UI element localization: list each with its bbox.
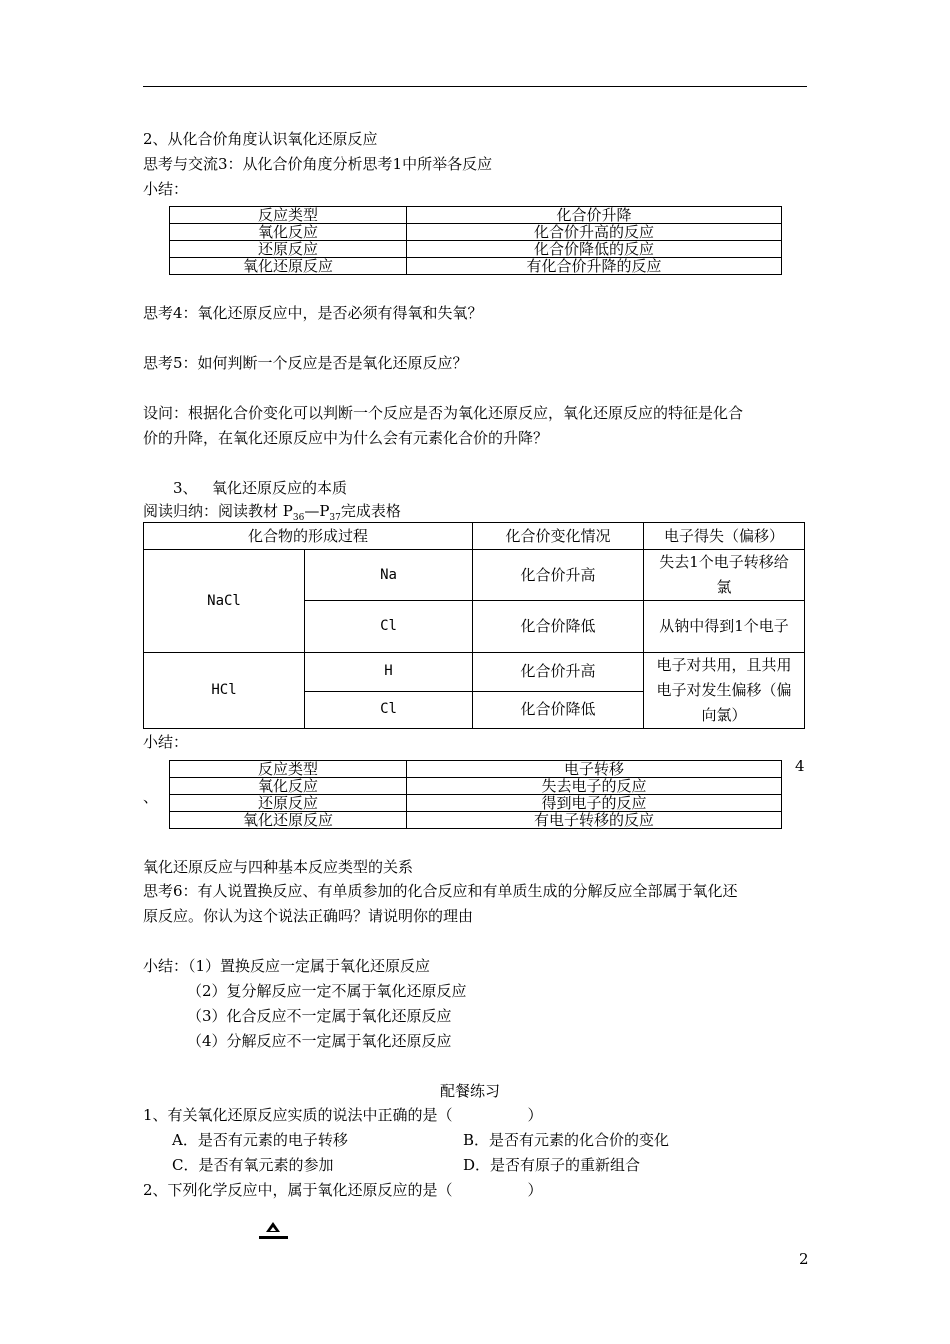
table-cell: 电子对共用，且共用电子对发生偏移（偏向氯）: [644, 653, 805, 729]
electron-summary-table: [169, 760, 782, 829]
table-cell: 化合价降低的反应: [407, 241, 782, 258]
question-1-option-c: C．是否有氧元素的参加: [172, 1156, 334, 1174]
table-cell: 失去电子的反应: [407, 778, 782, 795]
table-row: [144, 550, 805, 601]
table-row: [170, 224, 782, 241]
table-row: [170, 241, 782, 258]
think-4: 思考4：氧化还原反应中，是否必须有得氧和失氧？: [143, 304, 483, 322]
heating-bar-icon: [259, 1236, 288, 1239]
table-cell: 有化合价升降的反应: [407, 258, 782, 275]
question-1-option-a: A．是否有元素的电子转移: [172, 1131, 348, 1149]
table-header-cell: 反应类型: [170, 207, 407, 224]
table-cell: HCl: [144, 653, 305, 729]
think-5: 思考5：如何判断一个反应是否是氧化还原反应？: [143, 354, 468, 372]
table-header-cell: 反应类型: [170, 761, 407, 778]
table-cell: H: [305, 653, 473, 692]
relation-heading: 氧化还原反应与四种基本反应类型的关系: [143, 858, 414, 876]
table-row: [170, 778, 782, 795]
table-row: [170, 761, 782, 778]
table-header-cell: 电子转移: [407, 761, 782, 778]
table-row: [170, 258, 782, 275]
summary-item: （4）分解反应不一定属于氧化还原反应: [187, 1032, 452, 1050]
think-6-line-2: 原反应。你认为这个说法正确吗？请说明你的理由: [143, 907, 474, 925]
side-mark: 、: [143, 788, 159, 806]
question-2: 2、下列化学反应中，属于氧化还原反应的是（ ）: [143, 1181, 543, 1199]
header-rule: [143, 86, 807, 87]
table-row: [170, 795, 782, 812]
table-header-cell: 化合价变化情况: [473, 523, 644, 550]
summary-label-2: 小结：: [143, 733, 189, 751]
table-cell: 氧化还原反应: [170, 812, 407, 829]
question-line-2: 价的升降，在氧化还原反应中为什么会有元素化合价的升降？: [143, 429, 549, 447]
table-cell: Cl: [305, 601, 473, 653]
table-cell: NaCl: [144, 550, 305, 653]
section-3-number: 3、: [173, 479, 198, 497]
table-header-cell: 化合物的形成过程: [144, 523, 473, 550]
think-6-line-1: 思考6：有人说置换反应、有单质参加的化合反应和有单质生成的分解反应全部属于氧化还: [143, 882, 738, 900]
table-header-cell: 化合价升降: [407, 207, 782, 224]
question-1-option-d: D．是否有原子的重新组合: [463, 1156, 641, 1174]
table-cell: 从钠中得到1个电子: [644, 601, 805, 653]
table-row: [144, 523, 805, 550]
heating-triangle-icon-inner: [270, 1227, 276, 1231]
table-cell: Cl: [305, 691, 473, 729]
table-row: [144, 653, 805, 692]
question-line-1: 设问：根据化合价变化可以判断一个反应是否为氧化还原反应，氧化还原反应的特征是化合: [143, 404, 744, 422]
table-cell: 化合价升高: [473, 653, 644, 692]
table-cell: 氧化反应: [170, 224, 407, 241]
table-cell: 化合价降低: [473, 691, 644, 729]
table-cell: 还原反应: [170, 795, 407, 812]
table-cell: 氧化还原反应: [170, 258, 407, 275]
table-row: [170, 207, 782, 224]
summary-item: 小结：（1）置换反应一定属于氧化还原反应: [143, 957, 431, 975]
table-cell: 失去1个电子转移给氯: [644, 550, 805, 601]
table-cell: Na: [305, 550, 473, 601]
table-row: [170, 812, 782, 829]
side-number: 4: [795, 757, 805, 775]
section-3-title: 氧化还原反应的本质: [212, 479, 348, 497]
practice-title: 配餐练习: [440, 1082, 501, 1100]
summary-item: （2）复分解反应一定不属于氧化还原反应: [187, 982, 467, 1000]
question-1: 1、有关氧化还原反应实质的说法中正确的是（ ）: [143, 1106, 543, 1124]
section-2-heading: 2、从化合价角度认识氧化还原反应: [143, 130, 378, 148]
table-cell: 化合价升高的反应: [407, 224, 782, 241]
summary-label-1: 小结：: [143, 180, 189, 198]
electron-transfer-table: [143, 522, 805, 729]
table-header-cell: 电子得失（偏移）: [644, 523, 805, 550]
valence-summary-table: [169, 206, 782, 275]
table-cell: 有电子转移的反应: [407, 812, 782, 829]
question-1-option-b: B．是否有元素的化合价的变化: [463, 1131, 670, 1149]
table-cell: 化合价升高: [473, 550, 644, 601]
summary-item: （3）化合反应不一定属于氧化还原反应: [187, 1007, 452, 1025]
table-cell: 还原反应: [170, 241, 407, 258]
page-number: 2: [799, 1250, 809, 1268]
table-cell: 得到电子的反应: [407, 795, 782, 812]
table-cell: 化合价降低: [473, 601, 644, 653]
think-3: 思考与交流3：从化合价角度分析思考1中所举各反应: [143, 155, 493, 173]
reading-instruction: 阅读归纳：阅读教材 $P_{36}—P_{37}$完成表格: [143, 502, 401, 523]
table-cell: 氧化反应: [170, 778, 407, 795]
